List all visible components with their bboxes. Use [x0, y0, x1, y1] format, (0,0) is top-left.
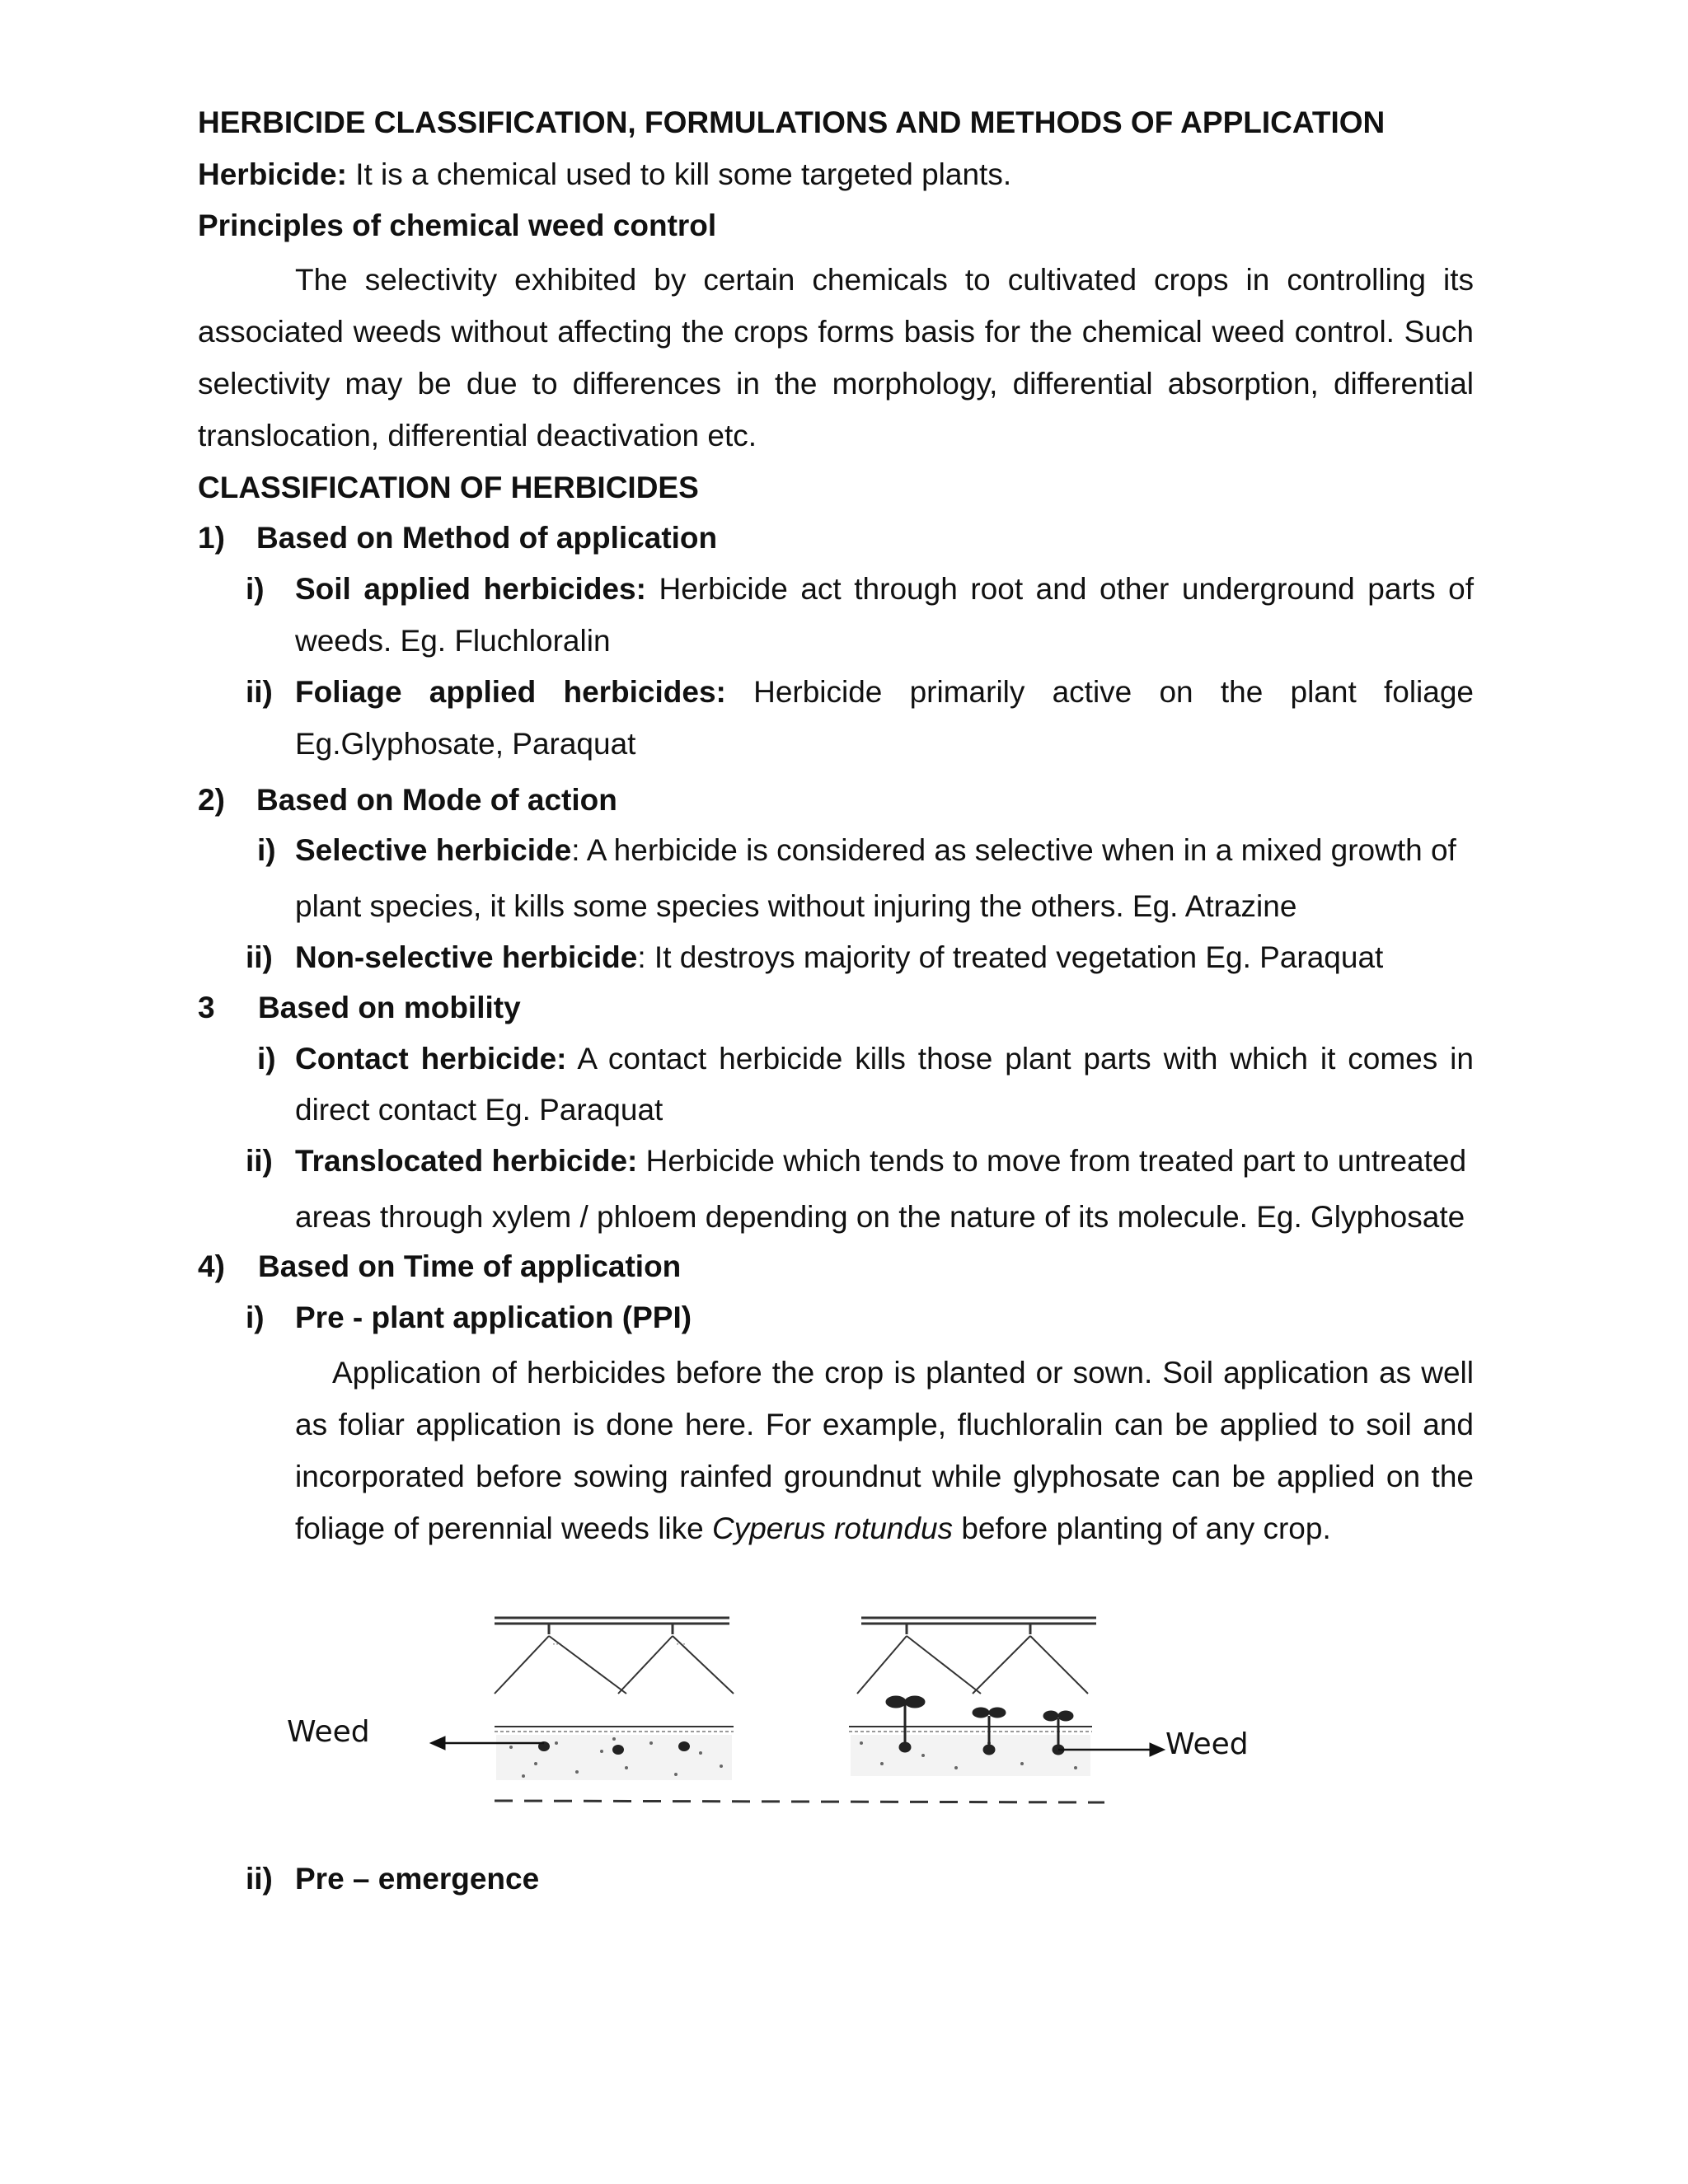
s2b-text: : It destroys majority of treated vegetation Eg. Paraquat [637, 940, 1384, 974]
ppi-diagram [272, 1611, 1278, 1842]
s4a-heading: Pre - plant application (PPI) [295, 1301, 692, 1334]
herbicide-definition [198, 157, 1011, 193]
left-sprayer-boom [495, 1618, 734, 1694]
page-title: HERBICIDE CLASSIFICATION, FORMULATIONS AND METHODS OF APPLICATION [198, 105, 1386, 139]
s2a-term: Selective herbicide [295, 833, 572, 867]
weed-label-right: Weed [1165, 1727, 1249, 1761]
s3a-text: A contact herbicide kills those plant parts with which it comes in [566, 1042, 1474, 1076]
s4-number: 4) [198, 1249, 225, 1283]
principles-line-1: The selectivity exhibited by certain chemicals to cultivated crops in controlling its [295, 263, 1474, 297]
s1a-text: Herbicide act through root and other underground parts of [645, 572, 1475, 606]
s2-number: 2) [198, 783, 225, 817]
s3-heading: Based on mobility [258, 991, 521, 1024]
s1a-term: Soil applied herbicides: [295, 572, 646, 606]
principles-line-2: associated weeds without affecting the crops forms basis for the chemical weed control. Such [198, 315, 1474, 349]
ppi-line-4-end: before planting of any crop. [953, 1511, 1331, 1545]
s2a-line-1 [295, 832, 1456, 869]
ppi-line-3: incorporated before sowing rainfed groundnut while glyphosate can be applied on the [295, 1460, 1474, 1493]
s1b-term: Foliage applied herbicides: [295, 675, 726, 709]
s2b-number: ii) [246, 940, 273, 974]
s1b-text: Herbicide primarily active on the plant foliage [725, 675, 1474, 709]
s2-heading: Based on Mode of action [256, 783, 617, 817]
classification-heading: CLASSIFICATION OF HERBICIDES [198, 471, 699, 504]
s3-number: 3 [198, 991, 215, 1024]
definition-term: Herbicide: [198, 157, 347, 191]
s3b-term: Translocated herbicide: [295, 1144, 638, 1178]
svg-text:···: ··· [552, 1638, 562, 1649]
s2b-term: Non-selective herbicide [295, 940, 638, 974]
ppi-line-1: Application of herbicides before the crop is planted or sown. Soil application as well [332, 1356, 1474, 1390]
left-soil [495, 1727, 734, 1780]
s4a-number: i) [246, 1301, 265, 1334]
s2a-number: i) [257, 833, 276, 867]
right-sprayer-boom [857, 1618, 1096, 1694]
s1a-number: i) [246, 572, 265, 606]
s4b-number: ii) [246, 1862, 273, 1896]
s4-heading: Based on Time of application [258, 1249, 682, 1283]
s3a-line-1 [295, 1041, 1474, 1077]
s3b-line-2: areas through xylem / phloem depending on the nature of its molecule. Eg. Glyphosate [295, 1200, 1465, 1234]
s4b-heading: Pre – emergence [295, 1862, 540, 1896]
s1b-line-1 [295, 674, 1474, 710]
principles-line-3: selectivity may be due to differences in the morphology, differential absorption, differential [198, 367, 1474, 401]
s2a-text: : A herbicide is considered as selective when in a mixed growth of [571, 833, 1456, 867]
s3a-term: Contact herbicide: [295, 1042, 567, 1076]
weed-label-left: Weed [287, 1715, 370, 1749]
s1-heading: Based on Method of application [256, 521, 718, 555]
ppi-line-4-start: foliage of perennial weeds like [295, 1511, 712, 1545]
species-name: Cyperus rotundus [712, 1511, 954, 1545]
s1b-line-2: Eg.Glyphosate, Paraquat [295, 727, 636, 761]
svg-text:···: ··· [676, 1638, 686, 1649]
ppi-line-4 [295, 1511, 1331, 1547]
s1a-line-1 [295, 571, 1474, 607]
principles-heading: Principles of chemical weed control [198, 209, 717, 242]
s2a-line-2: plant species, it kills some species without injuring the others. Eg. Atrazine [295, 889, 1297, 923]
s3b-line-1 [295, 1143, 1466, 1179]
ground-line [495, 1801, 1104, 1802]
s3b-text: Herbicide which tends to move from treated part to untreated [637, 1144, 1467, 1178]
principles-line-4: translocation, differential deactivation etc. [198, 419, 757, 452]
definition-text: It is a chemical used to kill some targeted plants. [346, 157, 1012, 191]
s3a-line-2: direct contact Eg. Paraquat [295, 1093, 663, 1127]
s1a-line-2: weeds. Eg. Fluchloralin [295, 624, 611, 658]
s1b-number: ii) [246, 675, 273, 709]
s1-number: 1) [198, 521, 225, 555]
s3a-number: i) [257, 1042, 276, 1076]
s3b-number: ii) [246, 1144, 273, 1178]
s2b-line-1 [295, 940, 1383, 976]
ppi-line-2: as foliar application is done here. For example, fluchloralin can be applied to soil and [295, 1408, 1474, 1441]
